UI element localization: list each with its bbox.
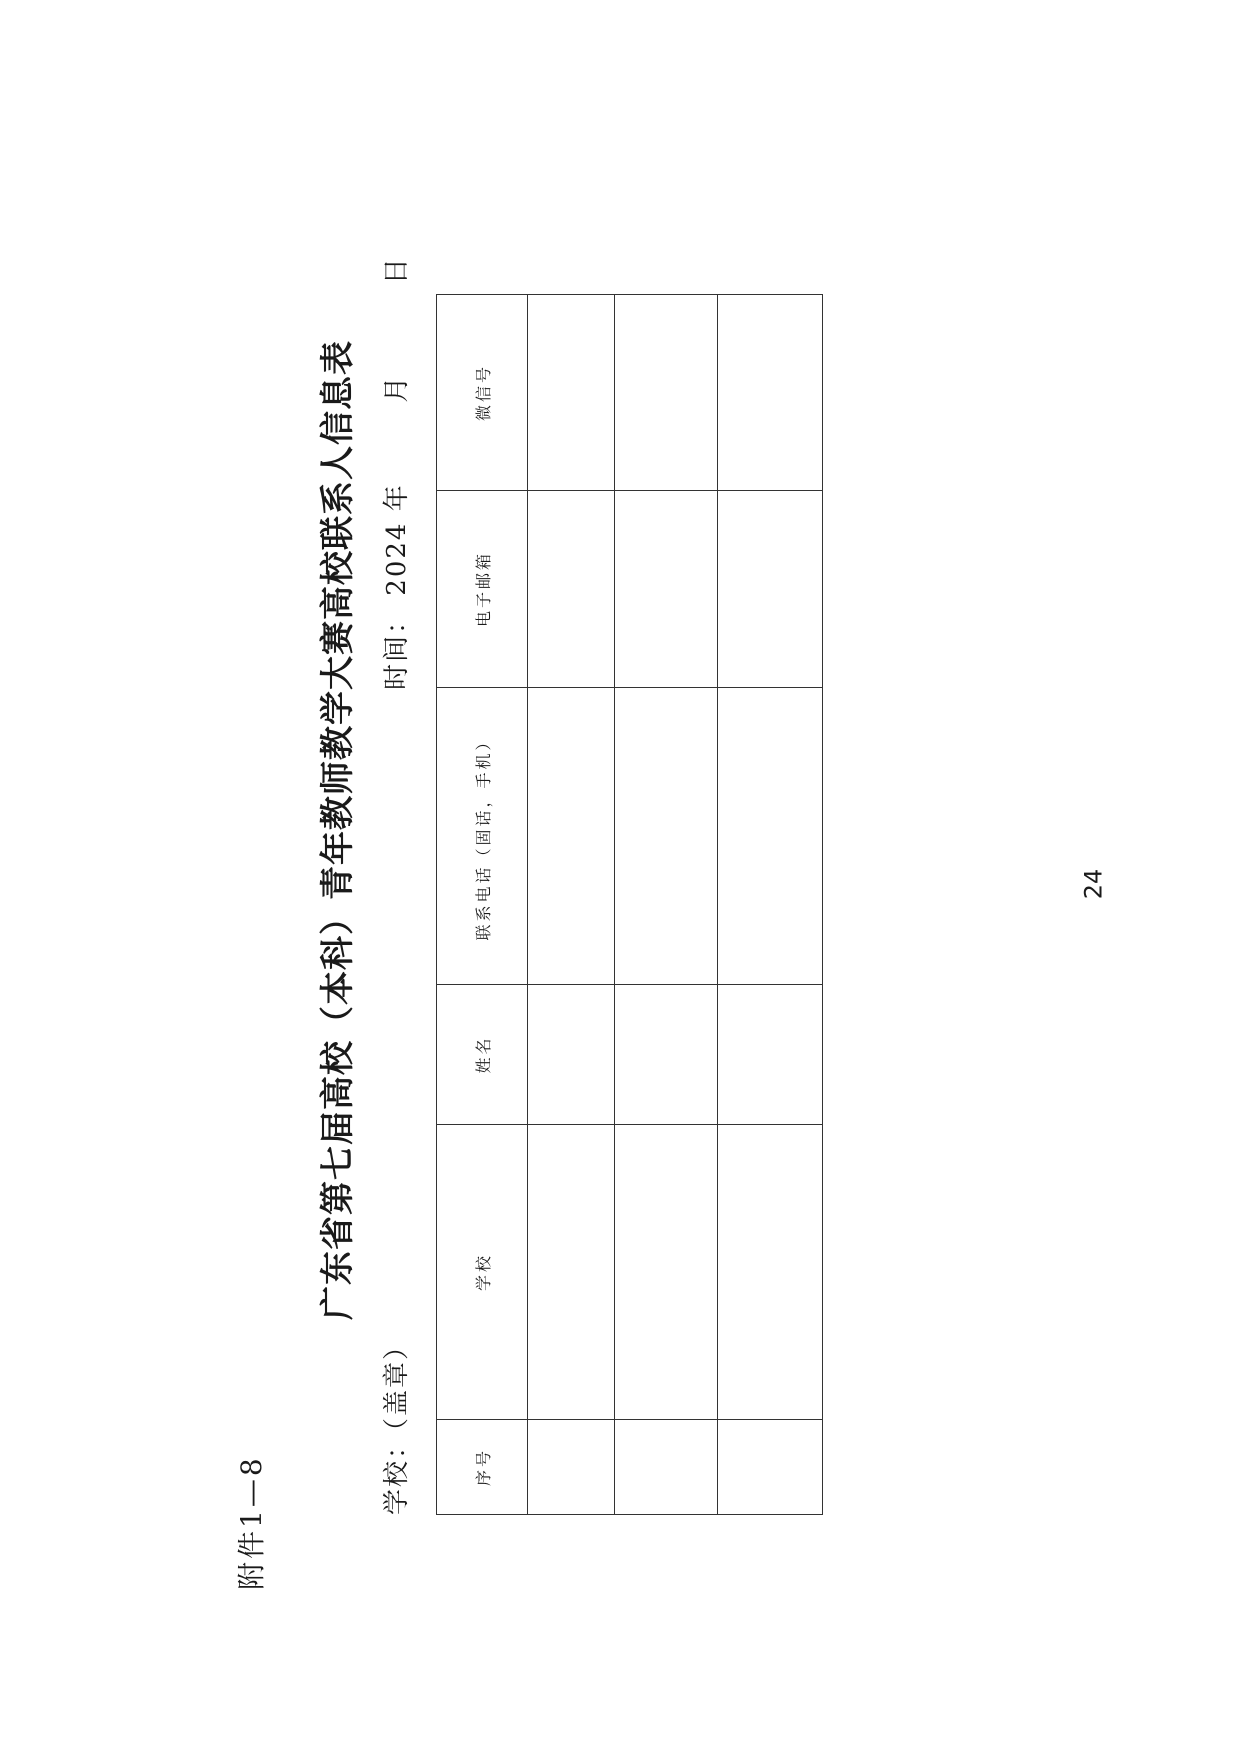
document-title: 广东省第七届高校（本科）青年教师教学大赛高校联系人信息表 xyxy=(318,340,358,1320)
table-cell[interactable] xyxy=(718,985,823,1125)
table-cell[interactable] xyxy=(528,491,615,688)
date-day-unit: 日 xyxy=(382,256,412,285)
header-school: 学校 xyxy=(437,1125,528,1420)
table-cell[interactable] xyxy=(528,1125,615,1420)
table-cell[interactable] xyxy=(615,688,718,985)
table-cell[interactable] xyxy=(718,1125,823,1420)
header-index: 序号 xyxy=(437,1420,528,1515)
table-cell[interactable] xyxy=(615,985,718,1125)
table-row xyxy=(528,295,615,1515)
date-month-unit: 月 xyxy=(382,374,412,403)
table-cell[interactable] xyxy=(615,1420,718,1515)
date-year-unit: 年 xyxy=(382,483,412,512)
school-stamp-label: 学校：（盖章） xyxy=(382,1331,412,1515)
contact-info-table xyxy=(436,294,823,1515)
header-email: 电子邮箱 xyxy=(437,491,528,688)
table-cell[interactable] xyxy=(528,985,615,1125)
table-row xyxy=(718,295,823,1515)
table-cell[interactable] xyxy=(528,295,615,491)
table-row xyxy=(615,295,718,1515)
attachment-label: 附件1—8 xyxy=(235,1455,268,1590)
header-name: 姓名 xyxy=(437,985,528,1125)
table-cell[interactable] xyxy=(528,688,615,985)
header-phone: 联系电话（固话，手机） xyxy=(437,688,528,985)
table-cell[interactable] xyxy=(718,295,823,491)
table-cell[interactable] xyxy=(615,295,718,491)
table-cell[interactable] xyxy=(528,1420,615,1515)
table-cell[interactable] xyxy=(615,491,718,688)
table-header-row xyxy=(437,295,528,1515)
table-cell[interactable] xyxy=(718,688,823,985)
header-wechat: 微信号 xyxy=(437,295,528,491)
table-cell[interactable] xyxy=(718,1420,823,1515)
rotated-landscape-page xyxy=(230,190,870,1590)
page-number: 24 xyxy=(1079,868,1108,900)
table-cell[interactable] xyxy=(718,491,823,688)
date-line xyxy=(376,256,413,690)
date-prefix: 时间： xyxy=(382,605,412,690)
table-cell[interactable] xyxy=(615,1125,718,1420)
date-year: 2024 xyxy=(382,521,412,596)
